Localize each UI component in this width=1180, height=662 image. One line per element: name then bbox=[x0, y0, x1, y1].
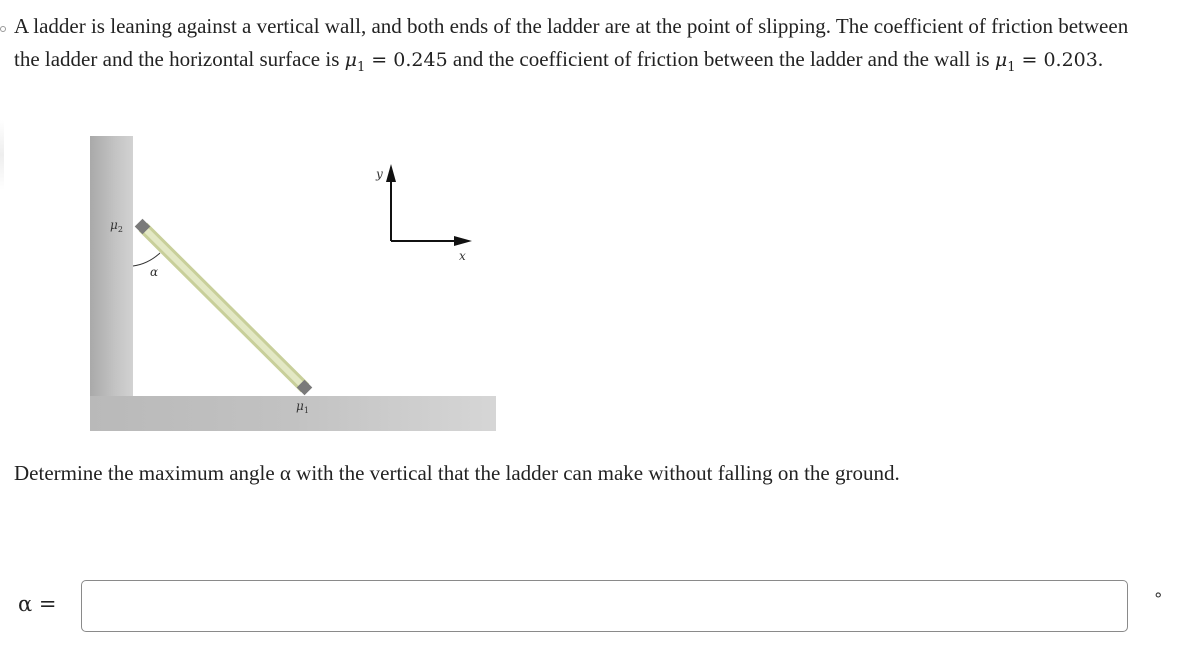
mu1-subscript: 1 bbox=[356, 59, 366, 75]
x-axis-arrow bbox=[454, 236, 472, 246]
equals-1: = bbox=[365, 49, 394, 71]
problem-text-2: and the coefficient of friction between the ladder and the wall is bbox=[447, 47, 995, 71]
floor bbox=[90, 396, 496, 431]
equals-2: = bbox=[1015, 49, 1044, 71]
mu2-subscript: 1 bbox=[1007, 59, 1016, 75]
floor-friction-value: 0.245 bbox=[393, 49, 448, 71]
problem-text-1: A ladder is leaning against a vertical wall, and both ends of the ladder are at the point of slipping. The coefficient of friction between the ladder and the horizontal surface is bbox=[14, 14, 1129, 71]
angle-answer-input[interactable] bbox=[81, 580, 1128, 632]
problem-statement bbox=[14, 10, 1154, 84]
wall-friction-value: 0.203 bbox=[1043, 49, 1098, 71]
wall bbox=[90, 136, 133, 431]
edge-shadow bbox=[0, 120, 4, 190]
floor-mu-letter: μ bbox=[296, 399, 304, 413]
ladder-figure bbox=[90, 136, 510, 436]
coordinate-axes bbox=[375, 164, 472, 263]
mu1-letter: μ bbox=[344, 49, 357, 71]
question-text: Determine the maximum angle α with the vertical that the ladder can make without falling on the ground. bbox=[14, 461, 900, 485]
mu2-symbol bbox=[994, 49, 1016, 75]
mu1-symbol bbox=[344, 49, 366, 75]
y-axis-arrow bbox=[386, 164, 396, 182]
floor-mu-sub: 1 bbox=[303, 406, 309, 415]
answer-row bbox=[0, 580, 1180, 634]
degree-unit: ° bbox=[1154, 590, 1163, 610]
y-axis-label: y bbox=[376, 167, 383, 181]
wall-mu-sub: 2 bbox=[117, 225, 123, 234]
answer-label: α = bbox=[18, 592, 57, 616]
problem-text-3: . bbox=[1097, 47, 1104, 71]
alpha-label: α bbox=[150, 265, 159, 279]
ladder bbox=[135, 219, 313, 396]
edge-marker bbox=[0, 26, 6, 32]
wall-mu-letter: μ bbox=[110, 218, 118, 232]
mu2-letter: μ bbox=[994, 49, 1008, 71]
left-edge-strip bbox=[0, 0, 6, 200]
x-axis-label: x bbox=[459, 249, 466, 263]
